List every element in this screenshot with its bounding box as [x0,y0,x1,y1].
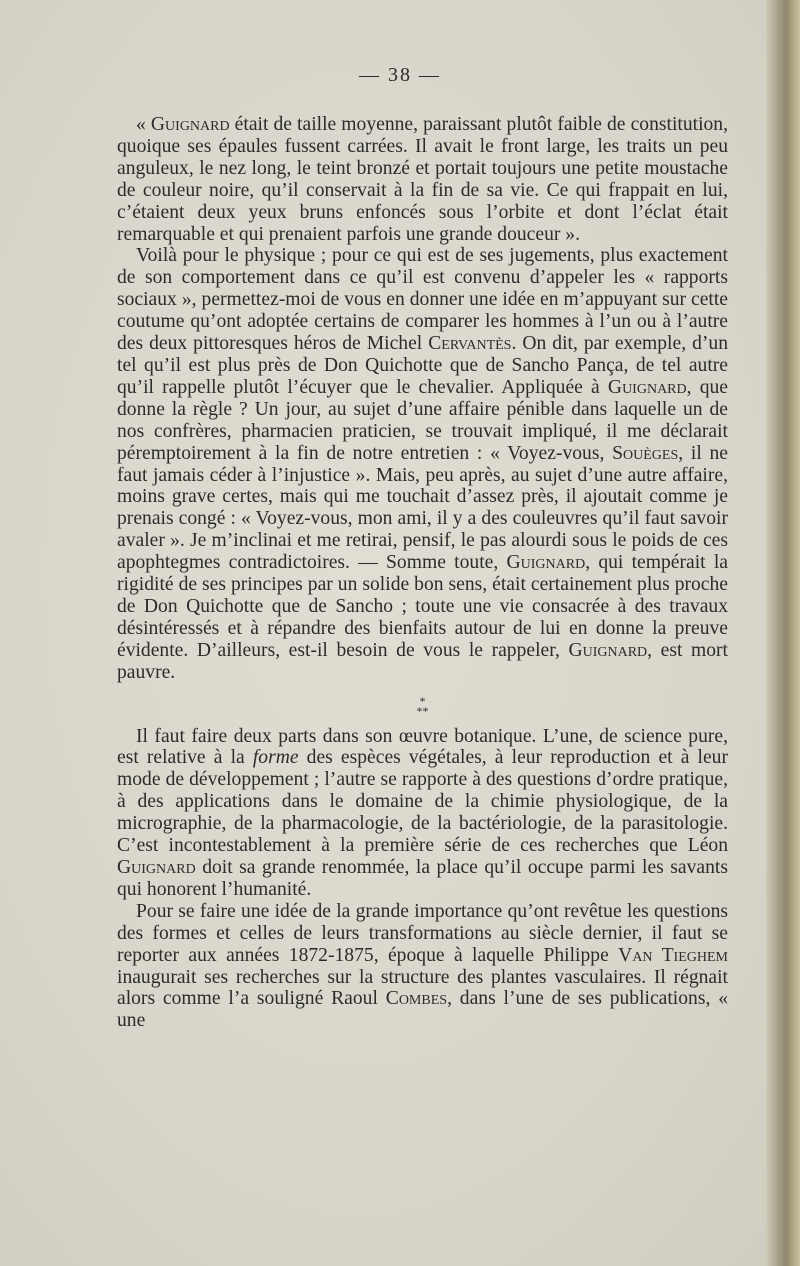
separator-stars: ** [416,703,429,718]
name-combes: Combes [385,988,448,1010]
paragraph-2 [117,245,728,683]
paragraph-1 [117,114,728,245]
text-run: inaugurait ses recherches sur la structure des plantes vasculaires. Il régnait alors comme l’a souligné Raoul [117,966,728,1010]
section-separator [117,693,728,718]
name-soueges: Souèges [612,442,679,464]
text-run: , est mort pauvre. [117,639,728,683]
text-run: . On dit, par exemple, d’un tel qu’il est plus près de Don Quichotte que de Sancho Pança, de tel autre qu’il rappelle plutôt l’écuyer que le chevalier. Appliquée à [117,333,728,398]
quote-open: « [136,114,151,135]
text-run: des espèces végétales, à leur reproduction et à leur mode de développement ; l’autre se rapporte à des questions d’ordre pratique, à des applications dans le domaine de la chimie physiologique, de la micrographie, de la pharmacologie, de la bactériologie, de la parasitologie. C’est incontestablement à la première série de ces recherches que Léon [117,747,728,857]
text-run: Voilà pour le physique ; pour ce qui est de ses jugements, plus exactement de son comportement dans ce qu’il est convenu d’appeler les « rapports sociaux », permettez-moi de vous en donner une idée en m’appuyant sur cette coutume qu’ont adoptée certains de comparer les hommes à l’un ou à l’autre des deux pittoresques héros de Michel [117,245,728,355]
body-text [117,114,728,1032]
text-run: , dans l’une de ses publications, « une [117,988,728,1032]
separator-star: * [419,693,426,708]
text-run: doit sa grande renommée, la place qu’il occupe parmi les savants qui honorent l’humanité. [117,857,728,900]
name-guignard: Guignard [568,639,648,661]
name-van-tieghem: Van Tieghem [618,944,728,966]
emphasis-forme: forme [252,747,299,769]
name-guignard: Guignard [117,857,196,878]
text-run: , qui tempérait la rigidité de ses principes par un solide bon sens, était certainement plus proche de Don Quichotte que de Sancho ; toute une vie consacrée à des travaux désintéressés et à répandre des bienfaits autour de lui en donne la preuve évidente. D’ailleurs, est-il besoin de vous le rappeler, [117,552,728,661]
text-run: , il ne faut jamais céder à l’injustice ». Mais, peu après, au sujet d’une autre affaire, moins grave certes, mais qui me touchait d’assez près, il ajoutait comme je prenais congé : « Voyez-vous, mon ami, il y a des couleuvres qu’il faut savoir avaler ». Je m’inclinai et me retirai, pensif, le pas alourdi sous le poids de ces apophtegmes contradictoires. — Somme toute, [117,442,729,574]
name-guignard: Guignard [506,552,586,574]
book-spine-edge [766,0,800,1266]
paragraph-4 [117,901,728,1032]
text-run: Pour se faire une idée de la grande importance qu’ont revêtue les questions des formes et celles de leurs transformations au siècle dernier, il faut se reporter aux années 1872-1875, époque à laquelle Philippe [117,900,728,966]
paragraph-3 [117,726,728,901]
page-number: — 38 — [359,64,441,86]
name-guignard: Guignard [150,114,230,135]
text-run: Il faut faire deux parts dans son œuvre botanique. L’une, de science pure, est relative à la [117,725,728,769]
name-guignard: Guignard [607,376,687,398]
name-cervantes: Cervantès [428,333,512,355]
text-run: , que donne la règle ? Un jour, au sujet d’une affaire pénible dans laquelle un de nos confrères, pharmacien praticien, se trouvait impliqué, il me déclarait péremptoirement à la fin de notre entretien : « Voyez-vous, [117,376,728,464]
text-run: était de taille moyenne, paraissant plutôt faible de constitution, quoique ses épaules fussent carrées. Il avait le front large, les traits un peu anguleux, le nez long, le teint bronzé et portait toujours une petite moustache de couleur noire, qu’il conservait à la fin de sa vie. Ce qui frappait en lui, c’étaient deux yeux bruns enfoncés sous l’orbite et dont l’éclat était remarquable et qui prenaient parfois une grande douceur ». [117,114,729,245]
